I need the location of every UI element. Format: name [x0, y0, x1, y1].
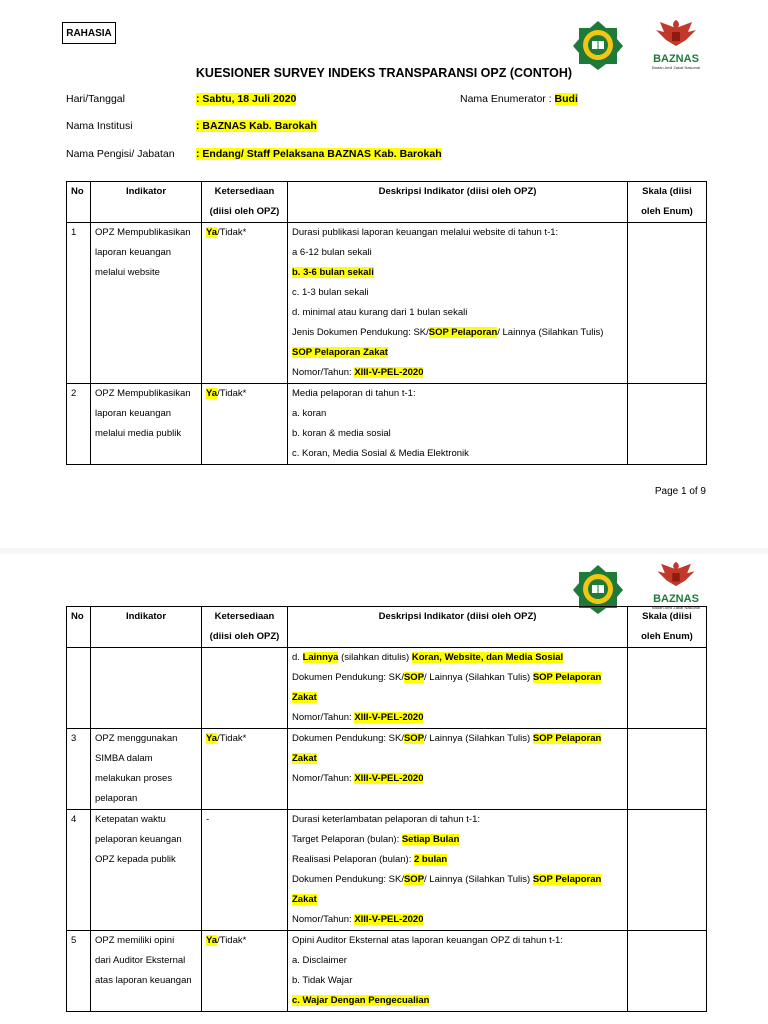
doc-label: Jenis Dokumen Pendukung: SK/ [292, 327, 429, 338]
ya-option[interactable]: Ya [206, 733, 218, 744]
header-deskripsi: Deskripsi Indikator (diisi oleh OPZ) [288, 182, 628, 223]
ya-option[interactable]: Ya [206, 388, 218, 399]
doc-label: Dokumen Pendukung: SK/ [292, 733, 404, 744]
availability-cell[interactable] [202, 223, 288, 384]
doc-name: SOP Pelaporan [532, 672, 602, 683]
desc-line: a. Disclaimer [292, 955, 347, 966]
table-row [67, 384, 707, 465]
desc-line [292, 648, 623, 668]
desc-line [292, 769, 623, 789]
availability-cell[interactable] [202, 931, 288, 1012]
indikator-cell [91, 810, 202, 931]
desc-line: b. Tidak Wajar [292, 975, 353, 986]
indikator-line: atas laporan keuangan [95, 975, 192, 986]
table-row [67, 223, 707, 384]
doc-name: SOP Pelaporan Zakat [292, 347, 388, 358]
indikator-cell [91, 931, 202, 1012]
skala-cell[interactable] [628, 729, 707, 810]
garuda-icon [640, 18, 712, 48]
availability-cell[interactable] [202, 729, 288, 810]
header-indikator: Indikator [91, 182, 202, 223]
page-number: Page 1 of 9 [654, 486, 706, 497]
desc-line: d. minimal atau kurang dari 1 bulan sekali [292, 307, 468, 318]
doc-name-cont: Zakat [292, 894, 317, 905]
garuda-icon [640, 560, 712, 588]
filler-label: Nama Pengisi/ Jabatan [66, 148, 175, 160]
availability-cell[interactable] [202, 648, 288, 729]
doc-selected: SOP [403, 874, 425, 885]
filler-value [196, 148, 442, 160]
desc-line [292, 910, 623, 930]
selected-option: c. Wajar Dengan Pengecualian [292, 995, 430, 1006]
header-ketersediaan-2: (diisi oleh OPZ) [209, 206, 280, 217]
enumerator-label: Nama Enumerator : [460, 93, 555, 105]
doc-label: Dokumen Pendukung: SK/ [292, 672, 404, 683]
realisasi-label: Realisasi Pelaporan (bulan): [292, 854, 414, 865]
nomor-label: Nomor/Tahun: [292, 712, 355, 723]
desc-line [292, 668, 623, 688]
nomor-label: Nomor/Tahun: [292, 773, 355, 784]
table-header-row [67, 182, 707, 223]
doc-rest: / Lainnya (Silahkan Tulis) [424, 733, 533, 744]
header-skala-2: oleh Enum) [641, 631, 693, 642]
selected-option: b. 3-6 bulan sekali [292, 267, 374, 278]
availability-value: - [206, 814, 210, 825]
indikator-line: laporan keuangan [95, 408, 172, 419]
desc-line: Opini Auditor Eksternal atas laporan keuangan OPZ di tahun t-1: [292, 935, 563, 946]
header-ketersediaan-1: Ketersediaan [214, 186, 275, 197]
deskripsi-cell [288, 729, 628, 810]
doc-name-cont: Zakat [292, 753, 317, 764]
table-row [67, 931, 707, 1012]
skala-cell[interactable] [628, 810, 707, 931]
target-label: Target Pelaporan (bulan): [292, 834, 402, 845]
deskripsi-cell [288, 931, 628, 1012]
desc-line: a. koran [292, 408, 327, 419]
desc-line [292, 363, 623, 383]
indikator-line: Ketepatan waktu [95, 814, 166, 825]
indikator-line: SIMBA dalam [95, 753, 153, 764]
indikator-line: OPZ menggunakan [95, 733, 178, 744]
realisasi-value: 2 bulan [413, 854, 448, 865]
skala-cell[interactable] [628, 648, 707, 729]
filler-value-text: : Endang/ Staff Pelaksana BAZNAS Kab. Barokah [196, 148, 442, 160]
indikator-line: OPZ Mempublikasikan [95, 388, 191, 399]
questionnaire-table-page2 [66, 606, 707, 1012]
indikator-line: dari Auditor Eksternal [95, 955, 186, 966]
enumerator-field [460, 93, 578, 105]
page-separator [0, 548, 768, 554]
desc-line: c. Koran, Media Sosial & Media Elektronik [292, 448, 469, 459]
doc-selected: SOP [403, 733, 425, 744]
baznas-brand: BAZNAS [653, 53, 699, 65]
baznas-tagline: Badan Amil Zakat Nasional [651, 65, 701, 70]
deskripsi-cell [288, 648, 628, 729]
desc-line: c. 1-3 bulan sekali [292, 287, 369, 298]
availability-cell[interactable] [202, 810, 288, 931]
page-title: KUESIONER SURVEY INDEKS TRANSPARANSI OPZ (CONTOH) [195, 66, 573, 80]
institution-value [196, 120, 317, 132]
header-no: No [67, 607, 91, 648]
indikator-line: melalui media publik [95, 428, 182, 439]
availability-cell[interactable] [202, 384, 288, 465]
header-deskripsi: Deskripsi Indikator (diisi oleh OPZ) [288, 607, 628, 648]
desc-line [292, 729, 623, 749]
header-indikator: Indikator [91, 607, 202, 648]
desc-line: Durasi keterlambatan pelaporan di tahun t-1: [292, 814, 481, 825]
desc-line [292, 870, 623, 890]
indikator-line: pelaporan keuangan [95, 834, 182, 845]
doc-rest: / Lainnya (Silahkan Tulis) [424, 672, 533, 683]
doc-name-cont: Zakat [292, 692, 317, 703]
enumerator-value: Budi [554, 93, 578, 105]
header-ketersediaan-1: Ketersediaan [214, 611, 275, 622]
nomor-label: Nomor/Tahun: [292, 914, 355, 925]
indikator-line: laporan keuangan [95, 247, 172, 258]
row-number: 4 [71, 814, 77, 825]
header-ketersediaan-2: (diisi oleh OPZ) [209, 631, 280, 642]
desc-line: a 6-12 bulan sekali [292, 247, 372, 258]
indikator-line: OPZ Mempublikasikan [95, 227, 191, 238]
desc-line: Media pelaporan di tahun t-1: [292, 388, 416, 399]
indikator-line: melalui website [95, 267, 160, 278]
desc-line [292, 708, 623, 728]
deskripsi-cell [288, 223, 628, 384]
skala-cell[interactable] [628, 223, 707, 384]
selected-option: Lainnya [302, 652, 339, 663]
questionnaire-table-page1 [66, 181, 707, 465]
kemenag-logo-icon [572, 20, 624, 70]
desc-line [292, 830, 623, 850]
table-row [67, 729, 707, 810]
indikator-line: OPZ memiliki opini [95, 935, 175, 946]
classification-label: RAHASIA [62, 22, 116, 44]
doc-selected: SOP [403, 672, 425, 683]
ya-option[interactable]: Ya [206, 935, 218, 946]
target-value: Setiap Bulan [401, 834, 460, 845]
header-skala [628, 182, 707, 223]
header-ketersediaan [202, 607, 288, 648]
deskripsi-cell [288, 384, 628, 465]
tidak-option[interactable]: /Tidak* [217, 388, 247, 399]
skala-cell[interactable] [628, 931, 707, 1012]
row-number: 1 [71, 227, 77, 238]
institution-value-text: : BAZNAS Kab. Barokah [196, 120, 317, 132]
skala-cell[interactable] [628, 384, 707, 465]
header-skala-1: Skala (diisi [642, 186, 692, 197]
table-row [67, 810, 707, 931]
option-answer: Koran, Website, dan Media Sosial [411, 652, 564, 663]
date-value-text: : Sabtu, 18 Juli 2020 [196, 93, 297, 105]
desc-line [292, 850, 623, 870]
doc-selected: SOP Pelaporan [428, 327, 498, 338]
desc-line: b. koran & media sosial [292, 428, 391, 439]
doc-name: SOP Pelaporan [532, 874, 602, 885]
nomor-value: XIII-V-PEL-2020 [354, 367, 424, 378]
option-hint: (silahkan ditulis) [338, 652, 412, 663]
desc-line [292, 323, 623, 343]
date-label: Hari/Tanggal [66, 93, 125, 105]
row-number: 5 [71, 935, 77, 946]
indikator-cell [91, 729, 202, 810]
baznas-logo [640, 560, 712, 610]
table-row [67, 648, 707, 729]
header-ketersediaan [202, 182, 288, 223]
doc-rest: / Lainnya (Silahkan Tulis) [424, 874, 533, 885]
nomor-label: Nomor/Tahun: [292, 367, 355, 378]
header-skala-2: oleh Enum) [641, 206, 693, 217]
nomor-value: XIII-V-PEL-2020 [354, 712, 424, 723]
indikator-line: pelaporan [95, 793, 138, 804]
row-number: 2 [71, 388, 77, 399]
header-skala-1: Skala (diisi [642, 611, 692, 622]
indikator-cell [91, 223, 202, 384]
doc-name: SOP Pelaporan [532, 733, 602, 744]
tidak-option[interactable]: /Tidak* [217, 227, 247, 238]
doc-rest: / Lainnya (Silahkan Tulis) [497, 327, 604, 338]
desc-line: Durasi publikasi laporan keuangan melalui website di tahun t-1: [292, 227, 559, 238]
row-number: 3 [71, 733, 77, 744]
indikator-line: melakukan proses [95, 773, 173, 784]
option-prefix: d. [292, 652, 303, 663]
doc-label: Dokumen Pendukung: SK/ [292, 874, 404, 885]
header-skala [628, 607, 707, 648]
indikator-cell [91, 384, 202, 465]
header-no: No [67, 182, 91, 223]
baznas-logo [640, 18, 712, 70]
deskripsi-cell [288, 810, 628, 931]
institution-label: Nama Institusi [66, 120, 133, 132]
nomor-value: XIII-V-PEL-2020 [354, 914, 424, 925]
nomor-value: XIII-V-PEL-2020 [354, 773, 424, 784]
baznas-brand: BAZNAS [653, 593, 699, 605]
tidak-option[interactable]: /Tidak* [217, 733, 247, 744]
tidak-option[interactable]: /Tidak* [217, 935, 247, 946]
baznas-tagline: Badan Amil Zakat Nasional [651, 605, 701, 610]
date-value [196, 93, 296, 105]
ya-option[interactable]: Ya [206, 227, 218, 238]
indikator-line: OPZ kepada publik [95, 854, 176, 865]
table-header-row [67, 607, 707, 648]
